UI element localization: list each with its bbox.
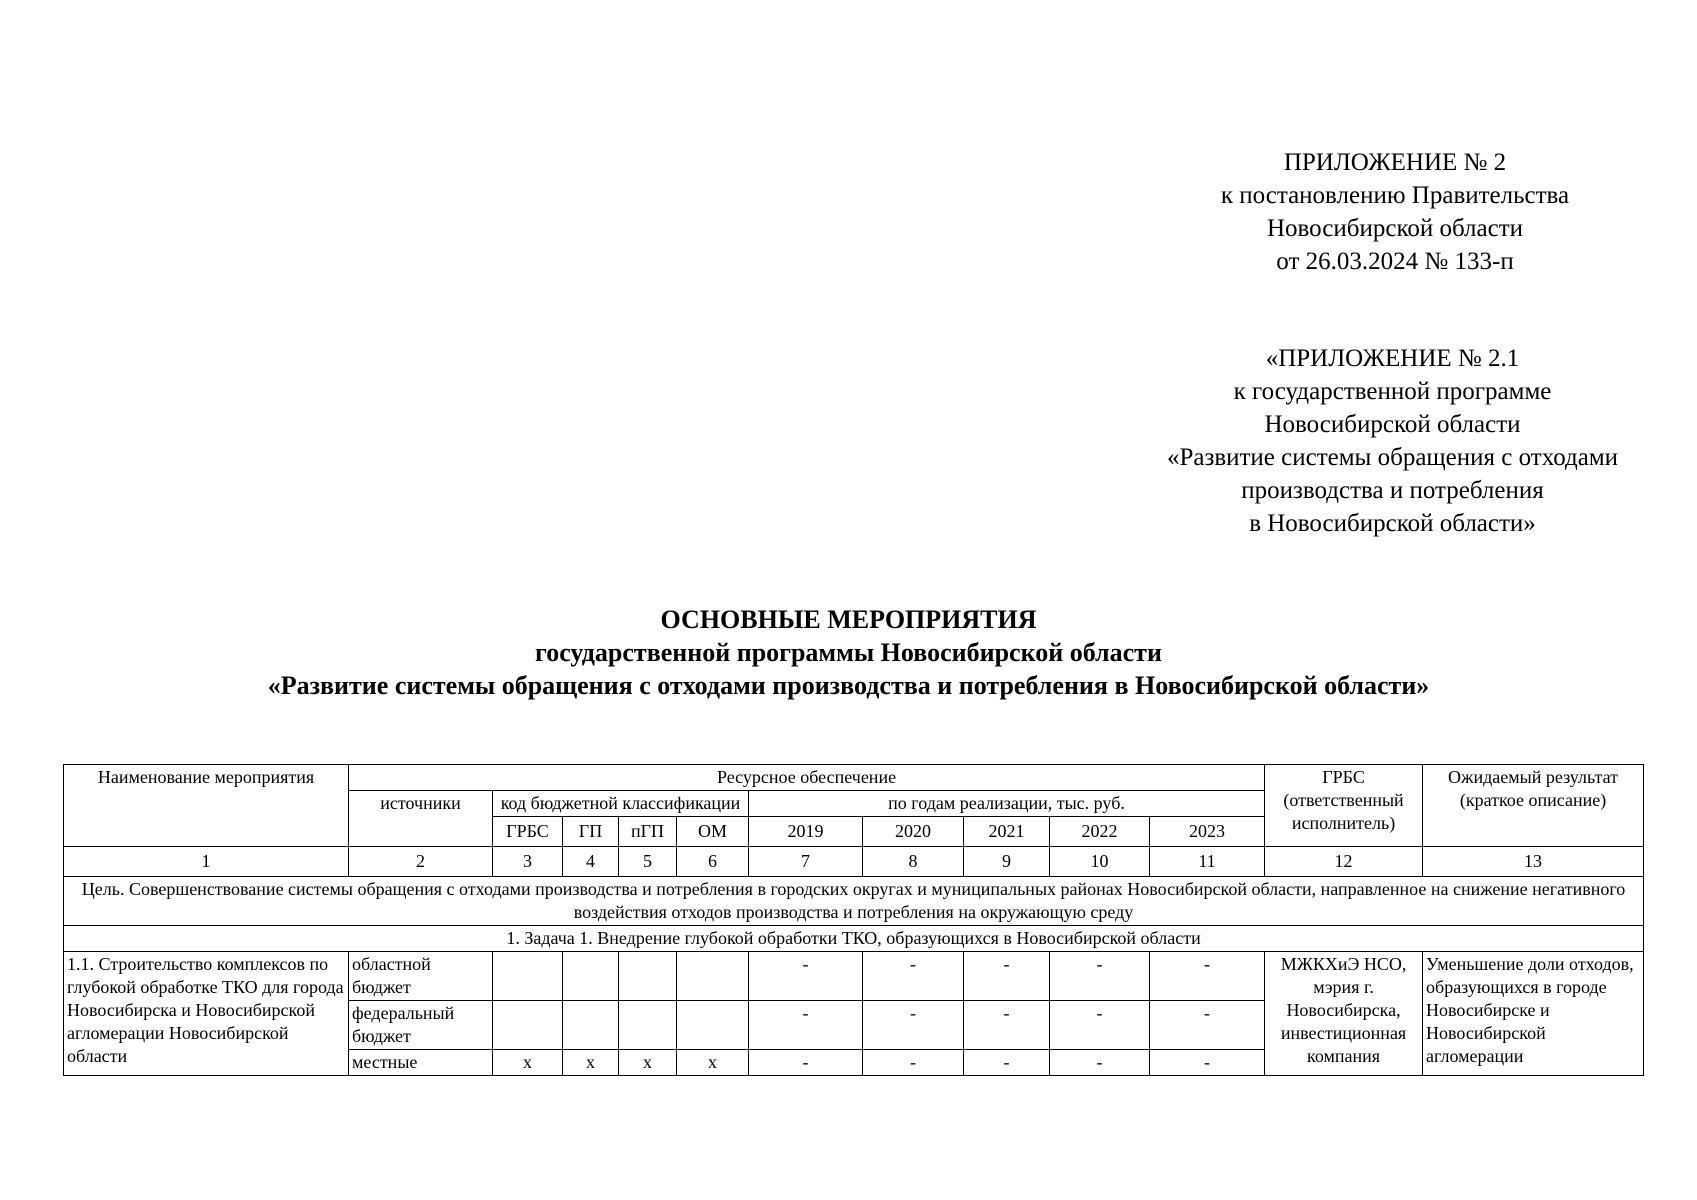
code-cell xyxy=(563,1001,619,1050)
header-by-years: по годам реализации, тыс. руб. xyxy=(749,791,1265,817)
year-value-cell: - xyxy=(749,1001,863,1050)
header-budget-code: код бюджетной классификации xyxy=(493,791,749,817)
code-cell xyxy=(493,952,563,1001)
code-cell: х xyxy=(493,1050,563,1076)
appendix-line: ПРИЛОЖЕНИЕ № 2 xyxy=(1283,149,1507,176)
source-cell: местные xyxy=(349,1050,493,1076)
year-value-cell: - xyxy=(863,952,964,1001)
title-line: государственной программы Новосибирской области xyxy=(535,638,1162,667)
header-expected-result: Ожидаемый результат (краткое описание) xyxy=(1423,765,1644,847)
activities-table xyxy=(63,764,1644,1076)
code-cell xyxy=(677,1001,749,1050)
year-value-cell: - xyxy=(964,952,1050,1001)
column-number: 5 xyxy=(619,847,677,877)
source-cell: федеральный бюджет xyxy=(349,1001,493,1050)
table-row xyxy=(64,952,1644,1001)
activity-name-cell: 1.1. Строительство комплексов по глубокой обработке ТКО для города Новосибирска и Новосибирской агломерации Новосибирской области xyxy=(64,952,349,1076)
column-number: 8 xyxy=(863,847,964,877)
column-number: 1 xyxy=(64,847,349,877)
appendix-line: «ПРИЛОЖЕНИЕ № 2.1 xyxy=(1265,345,1520,372)
column-number: 3 xyxy=(493,847,563,877)
year-value-cell: - xyxy=(1150,1001,1265,1050)
appendix-line: в Новосибирской области» xyxy=(1249,510,1536,537)
header-year-cell: 2023 xyxy=(1150,817,1265,847)
task-row xyxy=(64,926,1644,952)
header-code-cell: ОМ xyxy=(677,817,749,847)
appendix-line: Новосибирской области xyxy=(1264,411,1521,438)
header-code-cell: ГП xyxy=(563,817,619,847)
code-cell xyxy=(677,952,749,1001)
year-value-cell: - xyxy=(964,1001,1050,1050)
goal-cell: Цель. Совершенствование системы обращения с отходами производства и потребления в городских округах и муниципальных районах Новосибирской области, направленное на снижение негативного воздействия отходов производства и потребления на окружающую среду xyxy=(64,877,1644,926)
appendix-line: к государственной программе xyxy=(1233,378,1552,405)
header-resources: Ресурсное обеспечение xyxy=(349,765,1265,791)
year-value-cell: - xyxy=(1050,1050,1150,1076)
header-year-cell: 2019 xyxy=(749,817,863,847)
year-value-cell: - xyxy=(749,1050,863,1076)
column-number: 11 xyxy=(1150,847,1265,877)
column-number: 2 xyxy=(349,847,493,877)
code-cell xyxy=(493,1001,563,1050)
header-code-cell: ГРБС xyxy=(493,817,563,847)
code-cell: х xyxy=(677,1050,749,1076)
header-sources: источники xyxy=(349,791,493,847)
code-cell xyxy=(619,1001,677,1050)
header-year-cell: 2022 xyxy=(1050,817,1150,847)
grbs-cell: МЖКХиЭ НСО, мэрия г. Новосибирска, инвестиционная компания xyxy=(1265,952,1423,1076)
year-value-cell: - xyxy=(749,952,863,1001)
year-value-cell: - xyxy=(863,1050,964,1076)
header-grbs: ГРБС (ответственный исполнитель) xyxy=(1265,765,1423,847)
appendix-header xyxy=(1160,146,1630,278)
column-number: 12 xyxy=(1265,847,1423,877)
header-year-cell: 2021 xyxy=(964,817,1050,847)
appendix-header-program xyxy=(1120,342,1665,540)
year-value-cell: - xyxy=(1050,952,1150,1001)
appendix-line: «Развитие системы обращения с отходами xyxy=(1166,444,1619,471)
column-number: 10 xyxy=(1050,847,1150,877)
code-cell: х xyxy=(563,1050,619,1076)
column-number: 9 xyxy=(964,847,1050,877)
header-row xyxy=(64,765,1644,791)
header-code-cell: пГП xyxy=(619,817,677,847)
column-number: 4 xyxy=(563,847,619,877)
expected-result-cell: Уменьшение доли отходов, образующихся в городе Новосибирске и Новосибирской агломерации xyxy=(1423,952,1644,1076)
source-cell: областной бюджет xyxy=(349,952,493,1001)
code-cell: х xyxy=(619,1050,677,1076)
title-line: ОСНОВНЫЕ МЕРОПРИЯТИЯ xyxy=(660,605,1037,634)
year-value-cell: - xyxy=(863,1001,964,1050)
column-number: 6 xyxy=(677,847,749,877)
year-value-cell: - xyxy=(1050,1001,1150,1050)
appendix-line: Новосибирской области xyxy=(1266,215,1524,242)
year-value-cell: - xyxy=(964,1050,1050,1076)
column-number: 7 xyxy=(749,847,863,877)
year-value-cell: - xyxy=(1150,952,1265,1001)
code-cell xyxy=(619,952,677,1001)
appendix-line: производства и потребления xyxy=(1241,477,1544,504)
header-year-cell: 2020 xyxy=(863,817,964,847)
code-cell xyxy=(563,952,619,1001)
task-cell: 1. Задача 1. Внедрение глубокой обработки ТКО, образующихся в Новосибирской области xyxy=(64,926,1644,952)
header-activity-name: Наименование мероприятия xyxy=(64,765,349,847)
year-value-cell: - xyxy=(1150,1050,1265,1076)
appendix-line: от 26.03.2024 № 133-п xyxy=(1276,248,1514,275)
appendix-line: к постановлению Правительства xyxy=(1220,182,1570,209)
column-number: 13 xyxy=(1423,847,1644,877)
title-line: «Развитие системы обращения с отходами производства и потребления в Новосибирской области» xyxy=(267,671,1430,700)
document-title xyxy=(0,603,1697,702)
goal-row xyxy=(64,877,1644,926)
column-numbers-row xyxy=(64,847,1644,877)
